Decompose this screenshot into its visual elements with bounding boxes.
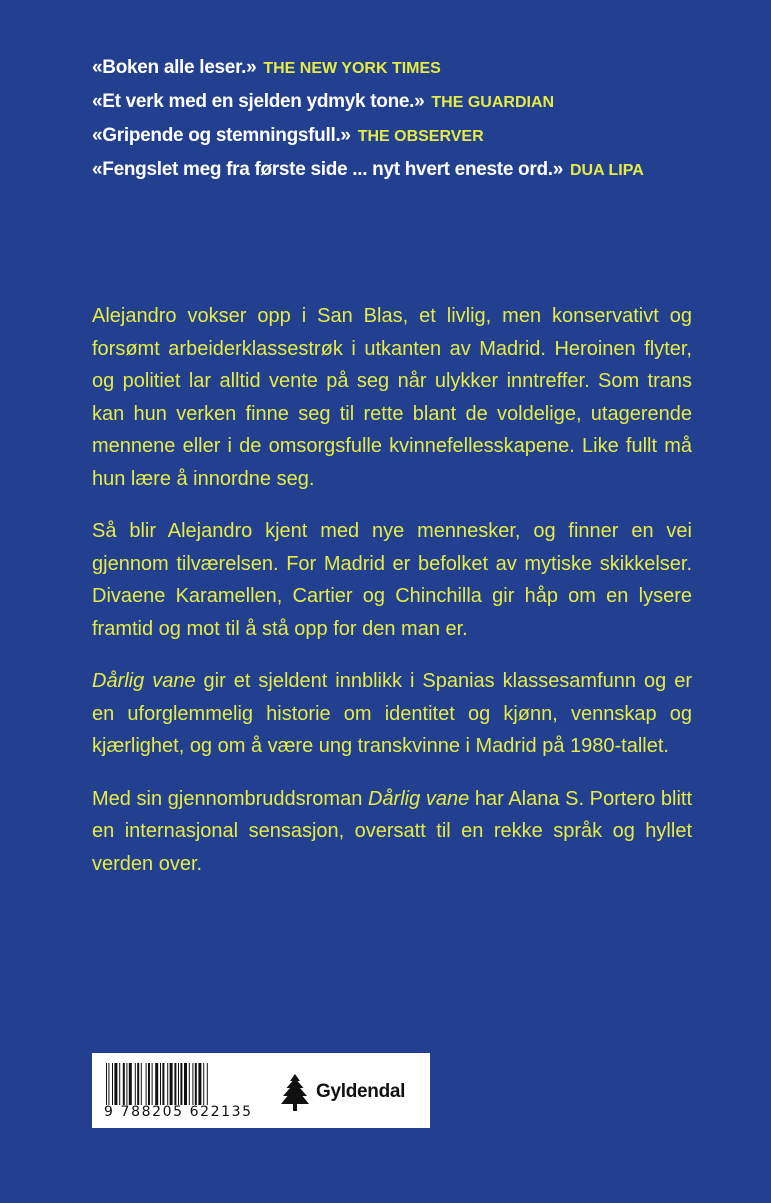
isbn-number: 9 788205 622135 bbox=[104, 1104, 253, 1120]
quote-1: «Boken alle leser.» THE NEW YORK TIMES bbox=[92, 57, 441, 78]
review-quotes bbox=[92, 54, 752, 190]
quote-2: «Et verk med en sjelden ydmyk tone.» THE GUARDIAN bbox=[92, 91, 555, 112]
blurb-paragraph-1: Alejandro vokser opp i San Blas, et livlig, men konservativt og forsømt arbeiderklassestrøk i utkanten av Madrid. Heroinen flyter, og politiet lar alltid vente på seg når ulykker inntreffer. Som trans kan hun verken finne seg til rette blant de voldelige, utagerende mennene eller i de omsorgsfulle kvinnefellesskapene. Like fullt må hun lære å innordne seg. bbox=[92, 305, 692, 490]
quote-source: THE OBSERVER bbox=[357, 128, 484, 145]
blurb-paragraph-2: Så blir Alejandro kjent med nye mennesker, og finner en vei gjennom tilværelsen. For Madrid er befolket av mytiske skikkelser. Divaene Karamellen, Cartier og Chinchilla gir håp om en lysere framtid og mot til å stå opp for den man er. bbox=[92, 520, 692, 640]
book-title: Dårlig vane bbox=[367, 787, 470, 810]
quote-source: THE GUARDIAN bbox=[431, 94, 555, 111]
barcode-panel bbox=[92, 1053, 430, 1128]
blurb-paragraph-3: Dårlig vane gir et sjeldent innblikk i Spanias klassesamfunn og er en uforglemmelig historie om identitet og kjønn, vennskap og kjærlighet, og om å være ung transkvinne i Madrid på 1980-tallet. bbox=[92, 670, 692, 757]
barcode bbox=[106, 1063, 246, 1105]
quote-source: DUA LIPA bbox=[570, 162, 644, 179]
tree-icon bbox=[280, 1073, 310, 1113]
quote-source: THE NEW YORK TIMES bbox=[263, 60, 441, 77]
quote-4: «Fengslet meg fra første side ... nyt hvert eneste ord.» DUA LIPA bbox=[92, 159, 644, 180]
book-blurb bbox=[92, 300, 692, 900]
book-title: Dårlig vane bbox=[92, 670, 196, 692]
blurb-paragraph-4: Med sin gjennombruddsroman Dårlig vane har Alana S. Portero blitt en internasjonal sensasjon, oversatt til en rekke språk og hyllet verden over. bbox=[92, 787, 692, 875]
quote-3: «Gripende og stemningsfull.» THE OBSERVER bbox=[92, 125, 484, 146]
publisher-name: Gyldendal bbox=[316, 1081, 406, 1102]
